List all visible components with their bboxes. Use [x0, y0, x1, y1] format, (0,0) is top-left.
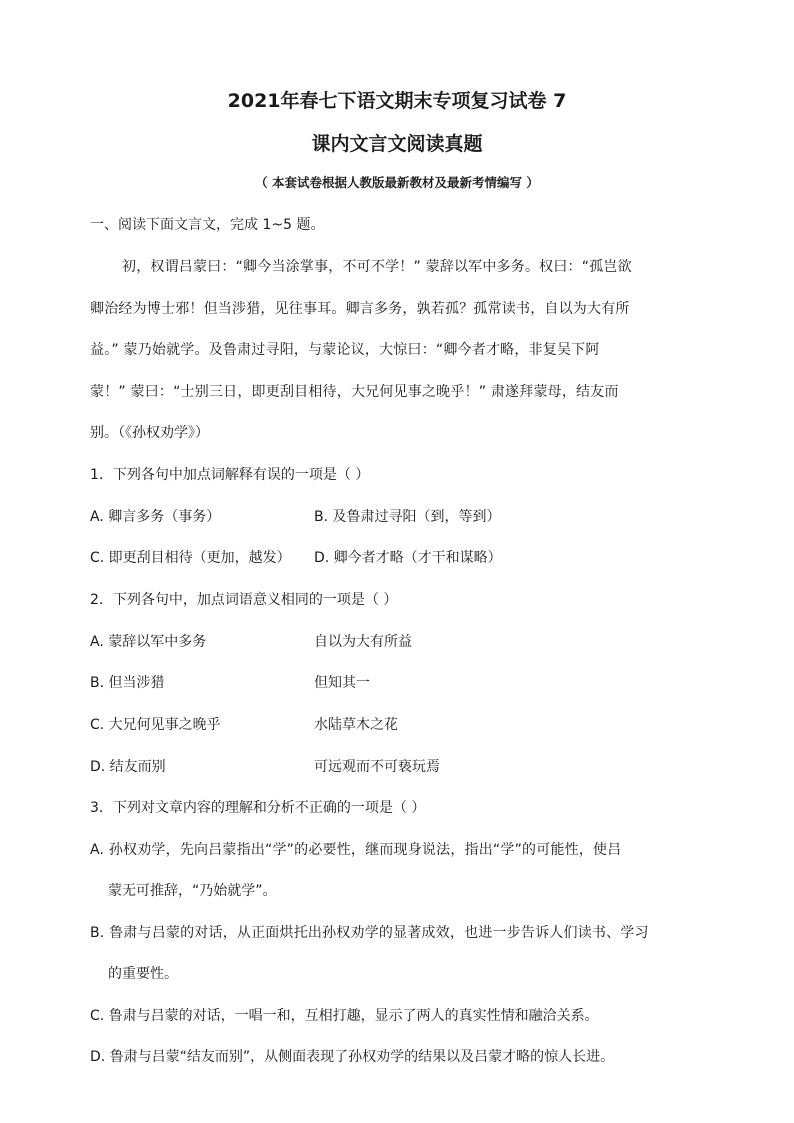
compilation-note: （ 本套试卷根据人教版最新教材及最新考情编写 ）	[255, 175, 539, 190]
q2-option-right: 可远观而不可亵玩焉	[314, 759, 440, 775]
page-title: 2021年春七下语文期末专项复习试卷 7	[227, 90, 567, 112]
q2-option-left: D. 结友而别	[90, 759, 166, 775]
q1-option-c: C. 即更刮目相待（更加，越发）	[90, 550, 291, 566]
question-3-stem: 3．下列对文章内容的理解和分析不正确的一项是（ ）	[90, 800, 426, 816]
q3-option-b: B. 鲁肃与吕蒙的对话，从正面烘托出孙权劝学的显著成效，也进一步告诉人们读书、学习	[90, 925, 649, 941]
page-subtitle: 课内文言文阅读真题	[311, 133, 483, 155]
passage-line: 益。” 蒙乃始就学。及鲁肃过寻阳，与蒙论议，大惊曰：“卿今者才略，非复吴下阿	[90, 342, 600, 358]
q3-option-a-cont: 蒙无可推辞，“乃始就学”。	[108, 883, 277, 899]
q1-option-b: B. 及鲁肃过寻阳（到，等到）	[314, 509, 501, 525]
passage-line: 卿治经为博士邪！但当涉猎，见往事耳。卿言多务，孰若孤？孤常读书，自以为大有所	[90, 301, 630, 317]
q2-option-left: A. 蒙辞以军中多务	[90, 634, 207, 650]
q1-option-d: D. 卿今者才略（才干和谋略）	[314, 550, 502, 566]
q3-option-c: C. 鲁肃与吕蒙的对话，一唱一和，互相打趣，显示了两人的真实性情和融洽关系。	[90, 1008, 599, 1024]
passage-line: 初，权谓吕蒙曰：“卿今当涂掌事，不可不学！” 蒙辞以军中多务。权曰：“孤岂欲	[122, 259, 632, 275]
passage-line: 别。（《孙权劝学》）	[90, 425, 209, 441]
question-2-stem: 2．下列各句中，加点词语意义相同的一项是（ ）	[90, 592, 398, 608]
q2-option-left: B. 但当涉猎	[90, 675, 165, 691]
q2-option-right: 自以为大有所益	[314, 634, 412, 650]
q2-option-right: 但知其一	[314, 675, 370, 691]
q3-option-d: D. 鲁肃与吕蒙“结友而别”，从侧面表现了孙权劝学的结果以及吕蒙才略的惊人长进。	[90, 1049, 615, 1065]
question-1-stem: 1．下列各句中加点词解释有误的一项是（ ）	[90, 467, 370, 483]
q2-option-right: 水陆草木之花	[314, 717, 398, 733]
q1-option-a: A. 卿言多务（事务）	[90, 509, 221, 525]
section-heading: 一、阅读下面文言文，完成 1~5 题。	[90, 217, 325, 233]
passage-line: 蒙！” 蒙曰：“士别三日，即更刮目相待，大兄何见事之晚乎！” 肃遂拜蒙母，结友而	[90, 384, 619, 400]
q2-option-left: C. 大兄何见事之晚乎	[90, 717, 221, 733]
q3-option-b-cont: 的重要性。	[108, 966, 178, 982]
q3-option-a: A. 孙权劝学，先向吕蒙指出“学”的必要性，继而现身说法，指出“学”的可能性，使吕	[90, 842, 622, 858]
